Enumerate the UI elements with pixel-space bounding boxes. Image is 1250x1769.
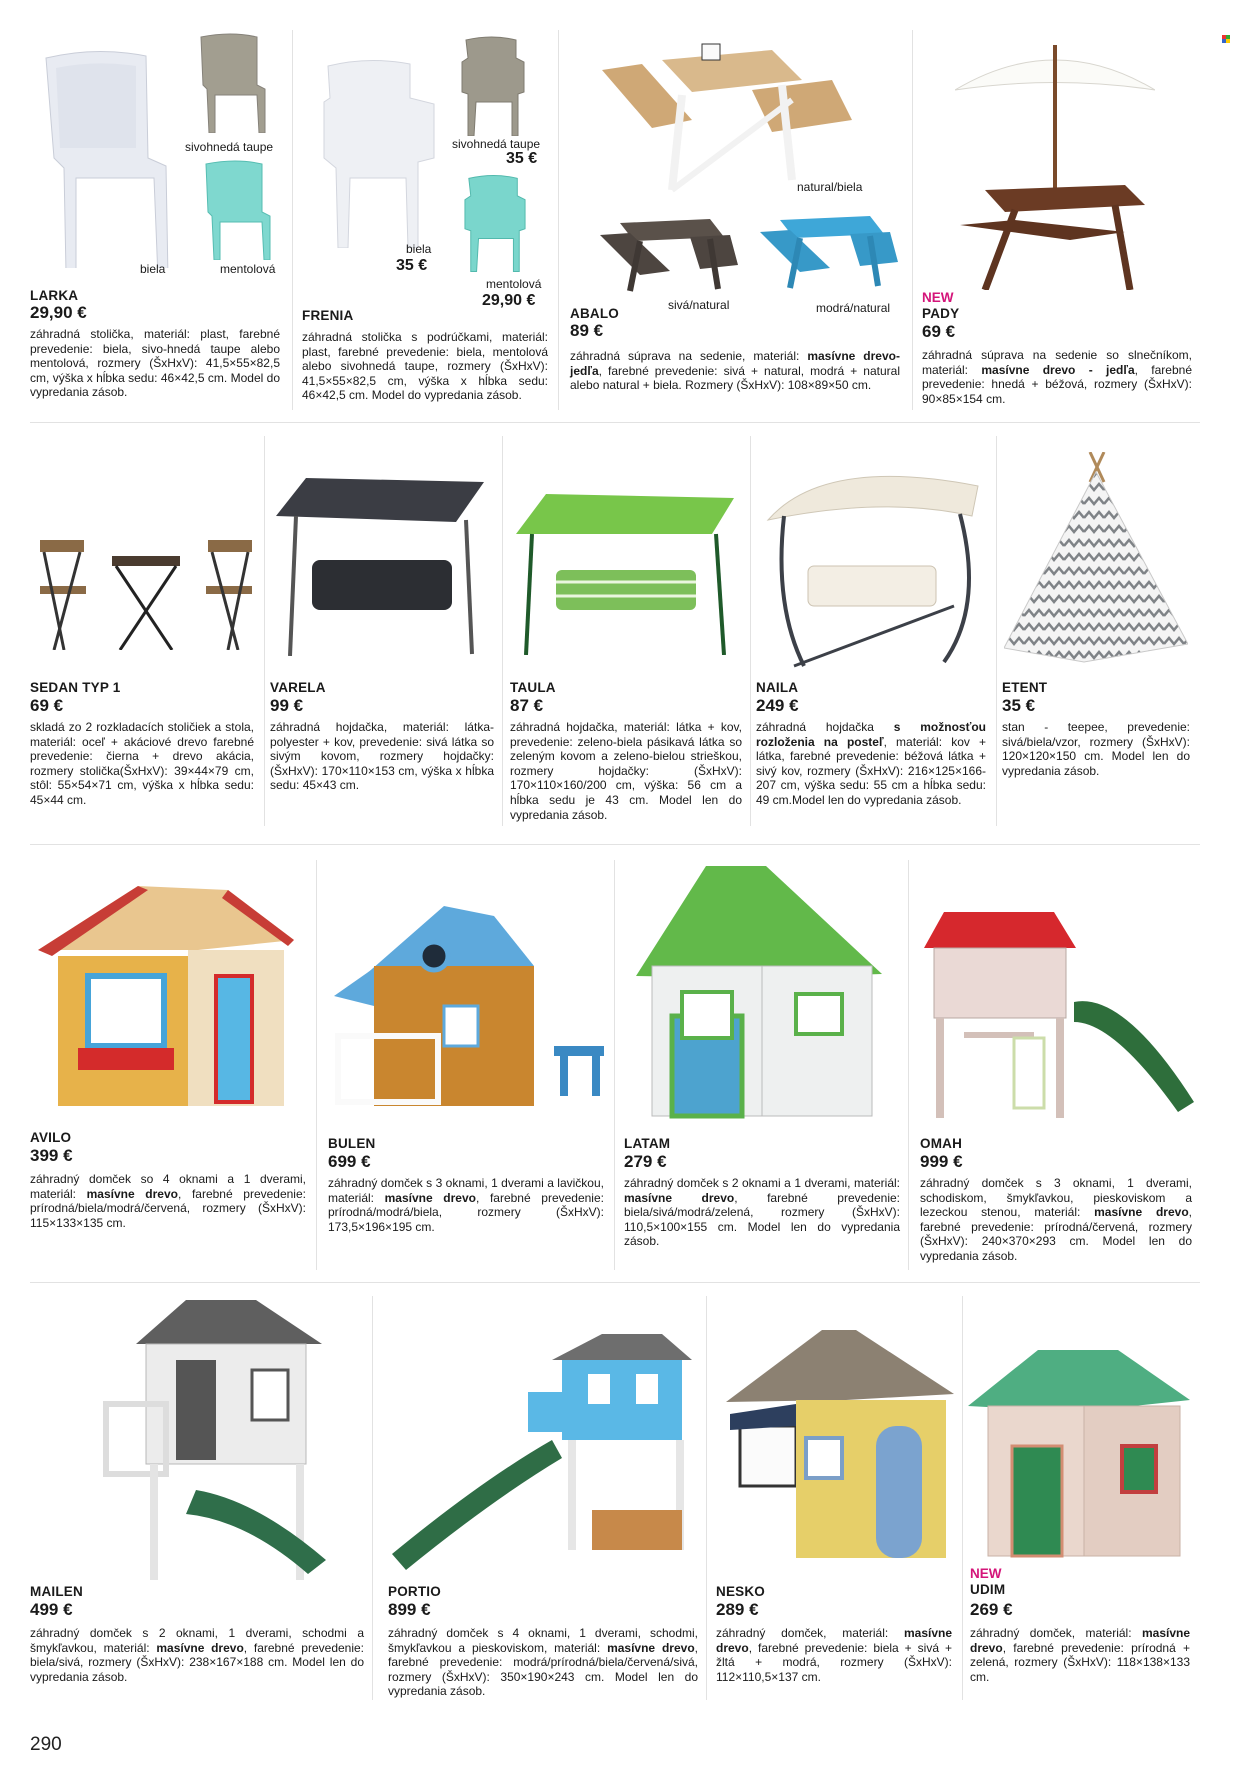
abalo-natural-label: natural/biela [797, 180, 863, 194]
larka-taupe-chair-image [195, 33, 267, 133]
varela-swing-image [276, 476, 486, 656]
taula-swing-image [516, 490, 734, 655]
pady-picnic-table-image [955, 40, 1155, 290]
udim-playhouse-image [968, 1350, 1190, 1558]
col-divider [706, 1296, 707, 1700]
taula-description: záhradná hojdačka, materiál: látka + kov, prevedenie: zeleno-biela pásikavá látka so zeleným kovom a zeleno-bielou strieškou, rozmery hojdačky: (ŠxHxV): 170×110×160/200 cm, výška: 56 cm a hĺbka sedu je 43 cm. Model len do vypredania zásob. [510, 720, 742, 822]
col-divider [372, 1296, 373, 1700]
latam-playhouse-image [636, 866, 882, 1126]
abalo-gray-label: sivá/natural [668, 298, 730, 312]
pady-price: 69 € [922, 322, 956, 341]
bulen-description: záhradný domček s 3 oknami, 1 dverami a lavičkou, materiál: masívne drevo, farebné prevedenie: prírodná/modrá/biela, rozmery (ŠxHxV): 173,5×196×195 cm. [328, 1176, 604, 1234]
omah-description: záhradný domček s 3 oknami, 1 dverami, schodiskom, šmykľavkou, pieskoviskom a lezeckou stenou, materiál: masívne drevo, farebné prevedenie: prírodná/červená, rozmery (ŠxHxV): 240×370×293 cm. Model len do vypredania zásob. [920, 1176, 1192, 1263]
frenia-mint-chair-image [463, 174, 527, 272]
frenia-name: FRENIA [302, 308, 354, 323]
abalo-blue-label: modrá/natural [816, 301, 891, 315]
etent-teepee-image [1004, 452, 1188, 668]
larka-taupe-label: sivohnedá taupe [185, 140, 274, 154]
varela-description: záhradná hojdačka, materiál: látka-polyester + kov, prevedenie: sivá látka so sivým kovom, rozmery hojdačky: (ŠxHxV): 170×110×153 cm, výška x hĺbka sedu: 45×43 cm. [270, 720, 494, 793]
col-divider [558, 30, 559, 410]
sedan-description: skladá zo 2 rozkladacích stoličiek a stola, materiál: oceľ + akáciové drevo farebné prevedenie: čierna + drevo akácia, rozmery stolička(ŠxHxV): 39×44×79 cm, stôl: 55×54×71 cm, výška x hĺbka sedu: 45×44 cm. [30, 720, 254, 807]
etent-name: ETENT [1002, 680, 1048, 695]
taula-price: 87 € [510, 696, 544, 715]
naila-description: záhradná hojdačka s možnosťou rozloženia na posteľ, materiál: kov + látka, farebné prevedenie: béžová látka + sivý kov, rozmery (ŠxHxV): 216×125×166-207 cm, výška sedu: 55 cm a hĺbka sedu: 49 cm.Model len do vypredania zásob. [756, 720, 986, 807]
larka-price: 29,90 € [30, 303, 87, 322]
mailen-price: 499 € [30, 1600, 73, 1619]
row-divider-3 [30, 1282, 1200, 1283]
bulen-playhouse-image [334, 906, 606, 1114]
col-divider [614, 860, 615, 1270]
mailen-playhouse-image [76, 1300, 326, 1580]
frenia-taupe-chair-image [460, 36, 526, 136]
larka-description: záhradná stolička, materiál: plast, farebné prevedenie: biela, sivo-hnedá taupe alebo mentolová, rozmery (ŠxHxV): 41,5×55×82,5 cm, výška x hĺbka sedu: 46×42,5 cm. Model do vypredania zásob. [30, 327, 280, 400]
col-divider [962, 1296, 963, 1700]
col-divider [912, 30, 913, 410]
pady-name: PADY [922, 306, 960, 321]
avilo-price: 399 € [30, 1146, 73, 1165]
sedan-set-image [36, 540, 260, 650]
frenia-taupe-label: sivohnedá taupe [452, 137, 541, 151]
larka-white-chair-image [36, 48, 176, 268]
corner-mark-icon [1222, 35, 1230, 43]
latam-description: záhradný domček s 2 oknami a 1 dverami, materiál: masívne drevo, farebné prevedenie: biela/sivá/modrá/zelená, rozmery (ŠxHxV): 110,5×100×155 cm. Model len do vypredania zásob. [624, 1176, 900, 1249]
larka-mint-chair-image [200, 160, 272, 260]
nesko-description: záhradný domček, materiál: masívne drevo, farebné prevedenie: biela + sivá + žltá + modrá, rozmery (ŠxHxV): 112×110,5×137 cm. [716, 1626, 952, 1684]
omah-name: OMAH [920, 1136, 963, 1151]
col-divider [502, 436, 503, 826]
taula-name: TAULA [510, 680, 556, 695]
frenia-white-price: 35 € [396, 257, 428, 274]
bulen-price: 699 € [328, 1152, 371, 1171]
abalo-name: ABALO [570, 306, 619, 321]
naila-price: 249 € [756, 696, 799, 715]
portio-price: 899 € [388, 1600, 431, 1619]
sedan-name: SEDAN TYP 1 [30, 680, 121, 695]
nesko-name: NESKO [716, 1584, 766, 1599]
abalo-price: 89 € [570, 321, 604, 340]
etent-description: stan - teepee, prevedenie: sivá/biela/vzor, rozmery (ŠxHxV): 120×120×150 cm. Model len do vypredania zásob. [1002, 720, 1190, 778]
omah-price: 999 € [920, 1152, 963, 1171]
row-divider-2 [30, 844, 1200, 845]
frenia-mint-label: mentolová [486, 277, 542, 291]
abalo-natural-set-image [602, 40, 852, 200]
frenia-white-chair-image [318, 58, 436, 248]
avilo-name: AVILO [30, 1130, 72, 1145]
larka-mint-label: mentolová [220, 262, 276, 276]
sedan-price: 69 € [30, 696, 64, 715]
abalo-description: záhradná súprava na sedenie, materiál: masívne drevo-jedľa, farebné prevedenie: sivá + natural, modrá + natural alebo natural + biela. Rozmery (ŠxHxV): 108×89×50 cm. [570, 349, 900, 393]
nesko-playhouse-image [726, 1330, 954, 1562]
latam-name: LATAM [624, 1136, 671, 1151]
abalo-blue-set-image [760, 212, 900, 290]
udim-name: UDIM [970, 1582, 1006, 1597]
page-number: 290 [30, 1734, 62, 1755]
portio-description: záhradný domček s 4 oknami, 1 dverami, schodmi, šmykľavkou a pieskoviskom, materiál: masívne drevo, farebné prevedenie: modrá/prírodná/biela/červená/sivá, rozmery (ŠxHxV): 350×190×243 cm. Model len do vypredania zásob. [388, 1626, 698, 1699]
bulen-name: BULEN [328, 1136, 376, 1151]
pady-new-badge: NEW [922, 290, 954, 305]
pady-description: záhradná súprava na sedenie so slnečníkom, materiál: masívne drevo - jedľa, farebné prevedenie: hnedá + béžová, rozmery (ŠxHxV): 90×85×154 cm. [922, 348, 1192, 406]
varela-price: 99 € [270, 696, 304, 715]
udim-new-badge: NEW [970, 1566, 1002, 1581]
col-divider [316, 860, 317, 1270]
col-divider [264, 436, 265, 826]
mailen-description: záhradný domček s 2 oknami, 1 dverami, schodmi a šmykľavkou, materiál: masívne drevo, farebné prevedenie: biela/sivá, rozmery (ŠxHxV): 238×167×188 cm. Model len do vypredania zásob. [30, 1626, 365, 1684]
naila-swing-bed-image [764, 456, 982, 676]
portio-playhouse-image [392, 1330, 692, 1574]
abalo-gray-set-image [600, 215, 740, 293]
frenia-mint-price: 29,90 € [482, 292, 536, 309]
omah-playhouse-image [924, 912, 1194, 1118]
udim-price: 269 € [970, 1600, 1013, 1619]
frenia-description: záhradná stolička s podrúčkami, materiál: plast, farebné prevedenie: biela, mentolová alebo sivohnedá taupe, rozmery (ŠxHxV): 41,5×55×82,5 cm, výška x hĺbka sedu: 46×42,5 cm. Model do vypredania zásob. [302, 330, 548, 403]
larka-white-label: biela [140, 262, 166, 276]
larka-name: LARKA [30, 288, 79, 303]
col-divider [996, 436, 997, 826]
col-divider [292, 30, 293, 410]
row-divider-1 [30, 422, 1200, 423]
mailen-name: MAILEN [30, 1584, 83, 1599]
avilo-description: záhradný domček so 4 oknami a 1 dverami, materiál: masívne drevo, farebné prevedenie: prírodná/biela/modrá/červená, rozmery (ŠxHxV): 115×133×135 cm. [30, 1172, 306, 1230]
portio-name: PORTIO [388, 1584, 441, 1599]
varela-name: VARELA [270, 680, 326, 695]
etent-price: 35 € [1002, 696, 1036, 715]
frenia-taupe-price: 35 € [506, 150, 538, 167]
avilo-playhouse-image [38, 880, 294, 1116]
col-divider [750, 436, 751, 826]
nesko-price: 289 € [716, 1600, 759, 1619]
naila-name: NAILA [756, 680, 799, 695]
latam-price: 279 € [624, 1152, 667, 1171]
frenia-white-label: biela [406, 242, 432, 256]
col-divider [908, 860, 909, 1270]
udim-description: záhradný domček, materiál: masívne drevo, farebné prevedenie: prírodná + zelená, rozmery (ŠxHxV): 118×138×133 cm. [970, 1626, 1190, 1684]
